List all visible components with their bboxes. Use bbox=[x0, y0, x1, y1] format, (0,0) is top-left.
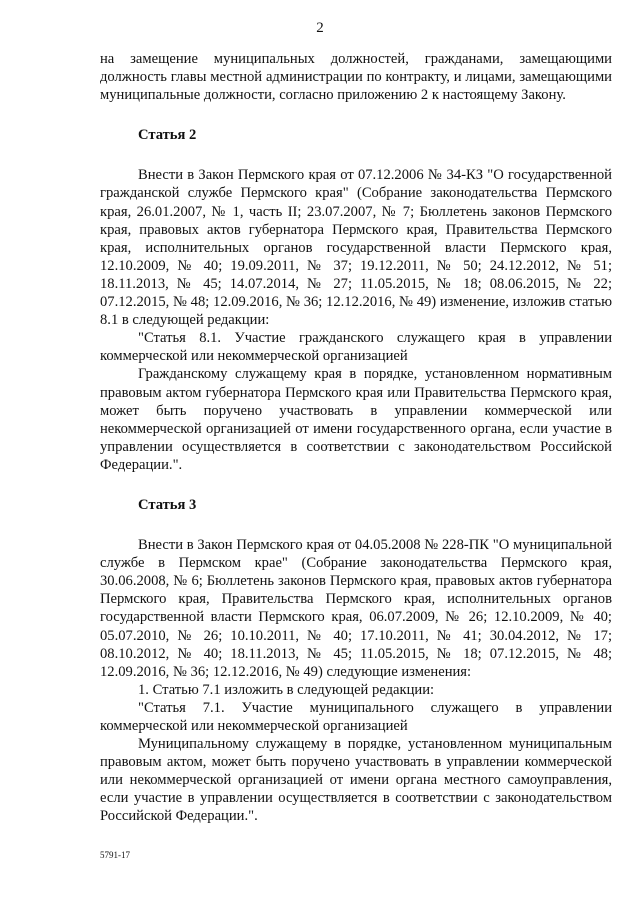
article-3-paragraph-1: Внести в Закон Пермского края от 04.05.2008 № 228-ПК "О муниципальной службе в Пермском крае" (Собрание законодательства Пермского края, 30.06.2008, № 6; Бюллетень законов Пермского края, правовых актов губернатора Пермского края, Правительства Пермского края, исполнительных органов государственной власти Пермского края, 06.07.2009, № 26; 12.10.2009, № 40; 05.07.2010, № 26; 10.10.2011, № 40; 17.10.2011, № 41; 30.04.2012, № 17; 08.10.2012, № 40; 18.11.2013, № 45; 11.05.2015, № 18; 07.12.2015, № 48; 12.09.2016, № 36; 12.12.2016, № 49) следующие изменения: bbox=[100, 537, 612, 680]
article-2-paragraph-3: Гражданскому служащему края в порядке, установленном нормативным правовым актом губернатора Пермского края или Правительства Пермского края, может быть поручено участвовать в управлении коммерческой или некоммерческой организацией от имени государственного органа, если участие в управлении осуществляется в соответствии с законодательством Российской Федерации.". bbox=[100, 366, 612, 473]
article-3-paragraph-3: "Статья 7.1. Участие муниципального служащего в управлении коммерческой или некоммерческой организацией bbox=[100, 699, 612, 734]
article-2-heading: Статья 2 bbox=[138, 127, 197, 144]
article-2-paragraph-2: "Статья 8.1. Участие гражданского служащего края в управлении коммерческой или некоммерческой организацией bbox=[100, 330, 612, 365]
page-number: 2 bbox=[316, 20, 324, 36]
article-2-paragraph-1: Внести в Закон Пермского края от 07.12.2006 № 34-КЗ "О государственной гражданской службе Пермского края" (Собрание законодательства Пермского края, 26.01.2007, № 1, часть II; 23.07.2007, № 7; Бюллетень законов Пермского края, правовых актов губернатора Пермского края, Правительства Пермского края, исполнительных органов государственной власти Пермского края, 12.10.2009, № 40; 19.09.2011, № 37; 19.12.2011, № 50; 24.12.2012, № 51; 18.11.2013, № 45; 14.07.2014, № 27; 11.05.2015, № 18; 08.06.2015, № 22; 07.12.2015, № 48; 12.09.2016, № 36; 12.12.2016, № 49) изменение, изложив статью 8.1 в следующей редакции: bbox=[100, 167, 612, 329]
document-code: 5791-17 bbox=[100, 850, 130, 860]
article-3-paragraph-2: 1. Статью 7.1 изложить в следующей редакции: bbox=[138, 681, 435, 698]
intro-paragraph: на замещение муниципальных должностей, гражданами, замещающими должность главы местной администрации по контракту, и лицами, замещающими муниципальные должности, согласно приложению 2 к настоящему Закону. bbox=[100, 51, 612, 104]
article-3-heading: Статья 3 bbox=[138, 496, 197, 513]
article-3-paragraph-4: Муниципальному служащему в порядке, установленном муниципальным правовым актом, может быть поручено участвовать в управлении коммерческой или некоммерческой организацией от имени органа местного самоуправления, если участие в управлении осуществляется в соответствии с законодательством Российской Федерации.". bbox=[100, 736, 612, 825]
document-body bbox=[100, 50, 612, 826]
